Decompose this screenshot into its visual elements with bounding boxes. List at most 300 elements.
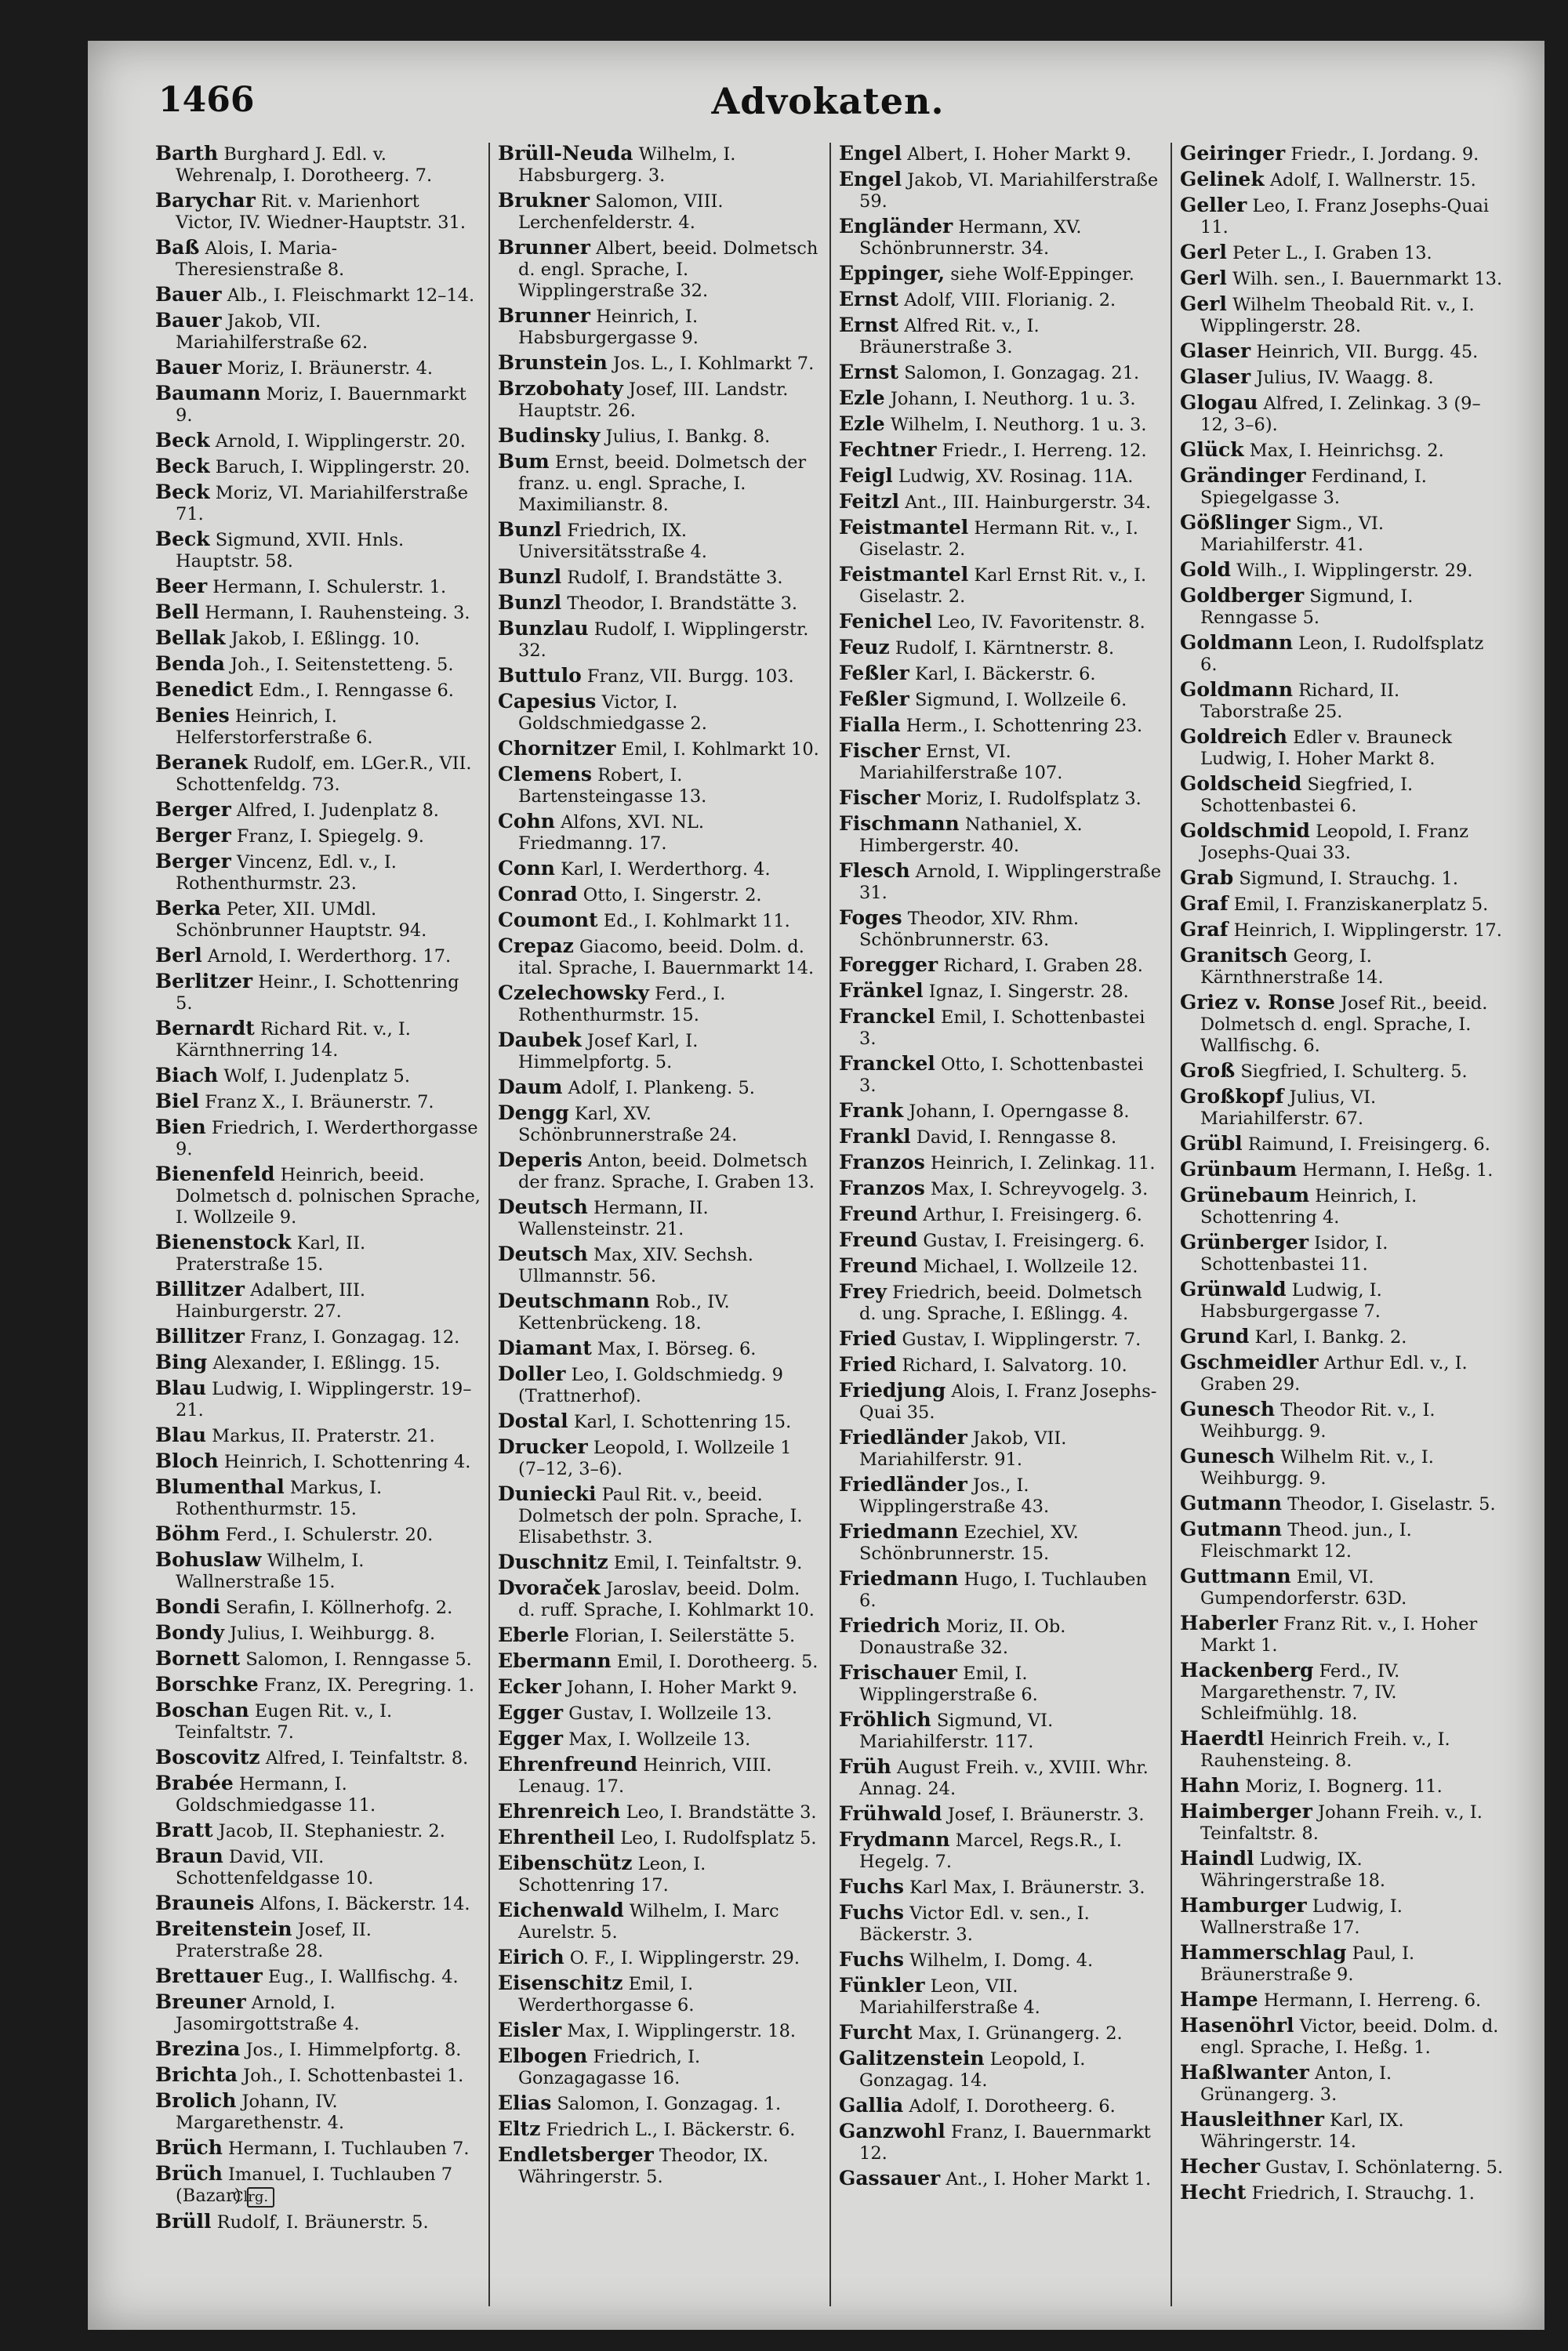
entry-details: Karl, II. Praterstraße 15. <box>176 1233 366 1275</box>
directory-entry <box>839 1829 1163 1873</box>
entry-name: Gunesch <box>1180 1445 1276 1468</box>
directory-entry <box>498 1946 822 1969</box>
entry-name: Hampe <box>1180 1988 1258 2011</box>
entry-details: Ferd., I. Schulerstr. 20. <box>225 1525 434 1545</box>
directory-entry <box>155 851 481 894</box>
entry-name: Granitsch <box>1180 944 1288 967</box>
entry-name: Franzos <box>839 1177 925 1199</box>
directory-entry <box>155 1747 481 1769</box>
entry-details: Johann, IV. Margarethenstr. 4. <box>176 2092 345 2133</box>
entry-name: Barth <box>155 143 219 165</box>
entry-details: Rudolf, I. Kärntnerstr. 8. <box>895 638 1115 658</box>
entry-details: Eugen Rit. v., I. Teinfaltstr. 7. <box>176 1701 393 1743</box>
directory-entry <box>839 787 1163 810</box>
entry-details: Emil, I. Dorotheerg. 5. <box>616 1652 818 1672</box>
directory-entry <box>498 1243 822 1287</box>
entry-name: Bernardt <box>155 1017 255 1039</box>
entry-details: Ludwig, I. Wipplingerstr. 19–21. <box>176 1379 472 1420</box>
entry-details: Adolf, I. Wallnerstr. 15. <box>1269 170 1476 190</box>
entry-name: Gold <box>1180 558 1232 581</box>
entry-details: Julius, I. Weihburgg. 8. <box>230 1624 436 1644</box>
entry-details: Edler v. Brauneck Ludwig, I. Hoher Markt 8. <box>1200 727 1452 769</box>
entry-name: Dostal <box>498 1410 568 1432</box>
directory-entry <box>839 2121 1163 2164</box>
directory-entry <box>155 1377 481 1421</box>
entry-details: Hermann, XV. Schönbrunnerstr. 34. <box>859 217 1082 259</box>
entry-name: Ehrenreich <box>498 1800 621 1823</box>
entry-details: Hermann, I. Heßg. 1. <box>1302 1160 1494 1181</box>
entry-details: Ed., I. Kohlmarkt 11. <box>603 911 790 931</box>
entry-details: Ant., III. Hainburgerstr. 34. <box>905 492 1152 513</box>
entry-details: Heinrich, I. Schottenring 4. <box>223 1452 471 1472</box>
entry-details: Anton, I. Grünangerg. 3. <box>1200 2063 1392 2105</box>
entry-details: Arthur Edl. v., I. Graben 29. <box>1200 1353 1468 1395</box>
entry-name: Cohn <box>498 810 555 833</box>
entry-name: Berlitzer <box>155 970 253 992</box>
directory-entry <box>498 1363 822 1407</box>
directory-entry <box>498 1577 822 1621</box>
directory-entry <box>839 1354 1163 1377</box>
entry-name: Freund <box>839 1228 918 1251</box>
directory-entry <box>839 288 1163 311</box>
directory-entry <box>839 1229 1163 1252</box>
entry-details: Ludwig, I. Wallnerstraße 17. <box>1200 1896 1403 1938</box>
directory-entry <box>1180 559 1504 582</box>
directory-entry <box>1180 1660 1504 1725</box>
directory-entry <box>839 1568 1163 1612</box>
directory-entry <box>155 2163 481 2208</box>
entry-name: Griez v. Ronse <box>1180 991 1335 1014</box>
directory-entry <box>839 1427 1163 1471</box>
entry-name: Haerdtl <box>1180 1727 1265 1750</box>
entry-details: Jakob, VII. Mariahilferstr. 91. <box>859 1428 1067 1470</box>
directory-entry <box>498 738 822 760</box>
entry-details: Peter, XII. UMdl. Schönbrunner Hauptstr. 94. <box>176 899 427 941</box>
directory-entry <box>155 1648 481 1671</box>
directory-entry <box>839 413 1163 436</box>
directory-entry <box>498 1102 822 1146</box>
entry-name: Bum <box>498 450 550 473</box>
entry-details: Albert, beeid. Dolmetsch d. engl. Sprache, I. Wipplingerstraße 32. <box>518 238 818 301</box>
directory-entry <box>839 1126 1163 1148</box>
entry-name: Bohuslaw <box>155 1548 262 1571</box>
directory-entry <box>498 1624 822 1647</box>
entry-name: Franckel <box>839 1005 935 1028</box>
entry-name: Bell <box>155 600 200 623</box>
entry-name: Fialla <box>839 713 901 736</box>
entry-name: Fried <box>839 1327 897 1350</box>
entry-name: Brüll <box>155 2210 212 2233</box>
entry-details: Franz, VII. Burgg. 103. <box>586 666 794 687</box>
entry-details: Gustav, I. Schönlaterng. 5. <box>1265 2157 1504 2178</box>
directory-entry <box>1180 143 1504 165</box>
directory-entry <box>1180 585 1504 629</box>
directory-entry <box>1180 1801 1504 1845</box>
column-4 <box>1171 143 1512 2306</box>
entry-name: Brzobohaty <box>498 377 623 400</box>
directory-entry <box>839 143 1163 165</box>
directory-entry <box>155 237 481 281</box>
entry-name: Ganzwohl <box>839 2120 946 2142</box>
entry-name: Ernst <box>839 361 899 383</box>
entry-details: Alfred Rit. v., I. Bräunerstraße 3. <box>859 316 1040 357</box>
entry-name: Elias <box>498 2092 552 2114</box>
entry-name: Chornitzer <box>498 737 616 760</box>
directory-entry <box>839 714 1163 737</box>
directory-entry <box>1180 293 1504 337</box>
entry-details: Theodor, IX. Währingerstr. 5. <box>518 2146 768 2187</box>
directory-entry <box>1180 1326 1504 1348</box>
entry-name: Hackenberg <box>1180 1659 1314 1682</box>
directory-entry <box>498 143 822 187</box>
entry-name: Eichenwald <box>498 1899 624 1921</box>
entry-name: Fuchs <box>839 1901 904 1924</box>
entry-details: Heinrich, VIII. Lenaug. 17. <box>518 1755 772 1797</box>
entry-details: Ferdinand, I. Spiegelgasse 3. <box>1200 466 1427 508</box>
directory-entry <box>498 1702 822 1725</box>
directory-entry <box>155 627 481 650</box>
directory-entry <box>155 1918 481 1962</box>
entry-details: Karl, XV. Schönbrunnerstraße 24. <box>518 1104 738 1145</box>
entry-details: Alois, I. Franz Josephs-Quai 35. <box>859 1381 1157 1423</box>
entry-details: Ignaz, I. Singerstr. 28. <box>928 981 1129 1002</box>
directory-entry <box>155 1965 481 1988</box>
directory-entry <box>1180 1518 1504 1562</box>
entry-details: siehe Wolf-Eppinger. <box>950 264 1134 285</box>
entry-details: Jos., I. Wipplingerstraße 43. <box>859 1475 1050 1517</box>
entry-details: Heinrich, I. Helferstorferstraße 6. <box>176 706 373 748</box>
entry-details: Sigmund, VI. Mariahilferstr. 117. <box>859 1711 1054 1752</box>
entry-details: Moriz, I. Rudolfsplatz 3. <box>925 789 1142 809</box>
entry-details: Paul Rit. v., beeid. Dolmetsch der poln. Sprache, I. Elisabethstr. 3. <box>518 1485 803 1547</box>
directory-entry <box>839 361 1163 384</box>
entry-name: Fried <box>839 1353 897 1376</box>
directory-entry <box>498 982 822 1026</box>
entry-details: Jaroslav, beeid. Dolm. d. ruff. Sprache, I. Kohlmarkt 10. <box>518 1579 815 1620</box>
directory-entry <box>155 1476 481 1520</box>
entry-details: Leo, I. Franz Josephs-Quai 11. <box>1200 196 1490 238</box>
directory-entry <box>498 237 822 302</box>
entry-name: Frühwald <box>839 1802 942 1825</box>
entry-details: Victor Edl. v. sen., I. Bäckerstr. 3. <box>859 1903 1090 1945</box>
entry-name: Endletsberger <box>498 2143 654 2166</box>
entry-name: Frischauer <box>839 1661 957 1684</box>
entry-name: Engel <box>839 143 902 165</box>
entry-name: Bondi <box>155 1595 220 1618</box>
directory-entry <box>155 1163 481 1228</box>
entry-details: Burghard J. Edl. v. Wehrenalp, I. Dorotheerg. 7. <box>176 144 433 186</box>
directory-entry <box>1180 1728 1504 1772</box>
entry-details: Alfred, I. Teinfaltstr. 8. <box>265 1748 469 1769</box>
entry-name: Frank <box>839 1099 904 1122</box>
entry-name: Breuner <box>155 1990 246 2013</box>
entry-details: Leon, I. Schottenring 17. <box>518 1854 706 1896</box>
entry-name: Grab <box>1180 866 1234 889</box>
entry-details: Herm., I. Schottenring 23. <box>906 716 1143 736</box>
entry-details: Alexander, I. Eßlingg. 15. <box>212 1353 441 1373</box>
directory-entry <box>839 517 1163 561</box>
columns <box>147 143 1512 2306</box>
directory-entry <box>839 1053 1163 1097</box>
entry-details: Josef, I. Bräunerstr. 3. <box>947 1805 1145 1825</box>
entry-details: Heinr., I. Schottenring 5. <box>176 972 459 1014</box>
directory-entry <box>1180 1232 1504 1275</box>
entry-name: Duniecki <box>498 1482 597 1505</box>
directory-entry <box>839 2022 1163 2044</box>
directory-entry <box>498 1972 822 2016</box>
entry-name: Feuz <box>839 636 890 658</box>
directory-entry <box>155 2137 481 2160</box>
entry-details: Max, I. Grünangerg. 2. <box>917 2023 1123 2044</box>
entry-details: Moriz, I. Bräunerstr. 4. <box>227 358 434 379</box>
entry-details: Karl, I. Schottenring 15. <box>573 1412 792 1432</box>
entry-name: Friedländer <box>839 1473 967 1496</box>
entry-name: Bunzlau <box>498 617 589 640</box>
entry-name: Deperis <box>498 1148 583 1171</box>
entry-name: Haindl <box>1180 1847 1254 1870</box>
directory-entry <box>839 1902 1163 1946</box>
entry-name: Berger <box>155 850 231 873</box>
directory-entry <box>1180 820 1504 864</box>
directory-entry <box>498 1551 822 1574</box>
entry-details: Ludwig, XV. Rosinag. 11A. <box>898 466 1134 487</box>
entry-name: Brüll-Neuda <box>498 143 633 165</box>
directory-entry <box>839 1949 1163 1972</box>
entry-name: Feistmantel <box>839 563 969 586</box>
directory-entry <box>839 465 1163 488</box>
entry-details: Serafin, I. Köllnerhofg. 2. <box>226 1598 453 1618</box>
entry-details: Leon, I. Rudolfsplatz 6. <box>1200 633 1484 675</box>
entry-name: Billitzer <box>155 1278 245 1301</box>
entry-details: Wilhelm Theobald Rit. v., I. Wipplingerstr. 28. <box>1200 295 1475 336</box>
directory-entry <box>839 1177 1163 1200</box>
directory-entry <box>498 2118 822 2141</box>
entry-details: Arthur, I. Freisingerg. 6. <box>923 1205 1142 1225</box>
entry-details: Gustav, I. Wollzeile 13. <box>568 1703 772 1724</box>
directory-entry <box>1180 1279 1504 1322</box>
directory-entry <box>155 2090 481 2134</box>
entry-name: Buttulo <box>498 664 582 687</box>
directory-entry <box>498 1196 822 1240</box>
directory-entry <box>155 1450 481 1473</box>
entry-details: Peter L., I. Graben 13. <box>1232 243 1432 263</box>
entry-name: Conn <box>498 857 555 880</box>
entry-details: Wilhelm Rit. v., I. Weihburgg. 9. <box>1200 1447 1434 1489</box>
directory-entry <box>155 1845 481 1889</box>
directory-entry <box>498 1852 822 1896</box>
directory-entry <box>1180 194 1504 238</box>
directory-entry <box>498 764 822 807</box>
entry-details: Richard, I. Graben 28. <box>943 956 1143 976</box>
entry-name: Haberler <box>1180 1612 1278 1634</box>
entry-name: Duschnitz <box>498 1551 608 1573</box>
entry-name: Franckel <box>839 1052 935 1075</box>
entry-name: Eisler <box>498 2019 562 2041</box>
entry-details: Emil, I. Werderthorgasse 6. <box>518 1974 695 2015</box>
entry-name: Ernst <box>839 314 899 336</box>
directory-entry <box>839 564 1163 608</box>
directory-entry <box>1180 1613 1504 1656</box>
directory-entry <box>1180 512 1504 556</box>
directory-entry <box>498 1650 822 1673</box>
directory-entry <box>498 566 822 589</box>
entry-details: Hermann Rit. v., I. Giselastr. 2. <box>859 518 1138 560</box>
entry-details: Heinrich, I. Habsburgergasse 9. <box>518 307 699 348</box>
entry-details: Joh., I. Seitenstetteng. 5. <box>230 655 454 675</box>
entry-details: Emil, I. Teinfaltstr. 9. <box>613 1553 803 1573</box>
entry-name: Doller <box>498 1362 566 1385</box>
entry-name: Grändinger <box>1180 464 1306 487</box>
entry-name: Biel <box>155 1090 200 1112</box>
entry-name: Friedmann <box>839 1567 959 1590</box>
entry-details: Otto, I. Schottenbastei 3. <box>859 1054 1144 1096</box>
entry-name: Bauer <box>155 356 222 379</box>
directory-entry <box>498 1676 822 1699</box>
directory-entry <box>498 305 822 349</box>
entry-details: O. F., I. Wipplingerstr. 29. <box>569 1948 800 1968</box>
entry-name: Feistmantel <box>839 516 969 539</box>
entry-details: Josef, II. Praterstraße 28. <box>176 1920 372 1961</box>
entry-name: Fröhlich <box>839 1708 931 1731</box>
entry-name: Haimberger <box>1180 1800 1312 1823</box>
directory-entry <box>1180 439 1504 462</box>
directory-entry <box>155 383 481 426</box>
directory-entry <box>839 1709 1163 1753</box>
entry-name: Deutsch <box>498 1243 588 1265</box>
entry-name: Berger <box>155 824 231 847</box>
entry-details: Hermann, I. Schulerstr. 1. <box>212 577 447 597</box>
directory-entry <box>1180 992 1504 1057</box>
entry-details: Sigm., VI. Mariahilferstr. 41. <box>1200 513 1384 555</box>
entry-details: Hermann, I. Herreng. 6. <box>1263 1990 1482 2011</box>
entry-details: Heinrich, beeid. Dolmetsch d. polnischen Sprache, I. Wollzeile 9. <box>176 1165 481 1228</box>
entry-details: Rudolf, I. Bräunerstr. 5. <box>216 2212 429 2233</box>
entry-details: Leo, I. Goldschmiedg. 9 (Trattnerhof). <box>518 1365 783 1406</box>
entry-name: Bloch <box>155 1449 219 1472</box>
entry-details: Alois, I. Maria-Theresienstraße 8. <box>176 238 345 280</box>
entry-details: Josef Rit., beeid. Dolmetsch d. engl. Sprache, I. Wallfischg. 6. <box>1200 993 1488 1056</box>
directory-entry <box>839 1521 1163 1565</box>
entry-name: Ernst <box>839 288 899 310</box>
entry-name: Goldscheid <box>1180 772 1302 795</box>
directory-entry <box>1180 392 1504 436</box>
entry-details: Ant., I. Hoher Markt 1. <box>946 2169 1152 2190</box>
directory-entry <box>1180 2109 1504 2153</box>
entry-name: Gutmann <box>1180 1492 1283 1515</box>
entry-name: Baumann <box>155 382 261 405</box>
entry-details: Friedrich, beeid. Dolmetsch d. ung. Sprache, I. Eßlingg. 4. <box>859 1283 1142 1324</box>
entry-name: Goldreich <box>1180 725 1287 748</box>
entry-name: Ezle <box>839 386 885 409</box>
entry-details: Theodor, I. Giselastr. 5. <box>1287 1494 1496 1515</box>
entry-name: Deutsch <box>498 1195 588 1218</box>
entry-details: August Freih. v., XVIII. Whr. Annag. 24. <box>859 1758 1149 1799</box>
directory-entry <box>1180 893 1504 916</box>
directory-entry <box>498 190 822 234</box>
entry-details: Giacomo, beeid. Dolm. d. ital. Sprache, I. Bauernmarkt 14. <box>518 937 815 978</box>
entry-details: Salomon, VIII. Lerchenfelderstr. 4. <box>518 191 724 233</box>
entry-name: Friedmann <box>839 1520 959 1543</box>
directory-entry <box>1180 945 1504 989</box>
entry-details: Siegfried, I. Schottenbastei 6. <box>1200 775 1414 816</box>
entry-name: Frey <box>839 1280 887 1303</box>
directory-entry <box>155 1819 481 1842</box>
entry-details: Jacob, II. Stephaniestr. 2. <box>218 1821 445 1841</box>
directory-entry <box>1180 632 1504 676</box>
page-header <box>158 80 1497 135</box>
entry-name: Hammerschlag <box>1180 1941 1347 1964</box>
entry-details: Salomon, I. Renngasse 5. <box>245 1649 472 1670</box>
entry-name: Ebermann <box>498 1649 612 1672</box>
entry-details: Marcel, Regs.R., I. Hegelg. 7. <box>859 1830 1123 1872</box>
entry-details: Moriz, VI. Mariahilferstraße 71. <box>176 483 469 524</box>
entry-details: Emil, VI. Gumpendorferstr. 63D. <box>1200 1567 1407 1609</box>
directory-entry <box>839 860 1163 904</box>
directory-entry <box>155 971 481 1014</box>
entry-name: Beer <box>155 575 208 597</box>
directory-entry <box>498 1436 822 1480</box>
entry-details: Rudolf, I. Wipplingerstr. 32. <box>518 619 809 661</box>
entry-name: Capesius <box>498 690 597 713</box>
entry-details: Leopold, I. Gonzagag. 14. <box>859 2049 1086 2091</box>
entry-details: Leo, I. Brandstätte 3. <box>626 1802 817 1823</box>
directory-entry <box>1180 1399 1504 1442</box>
entry-name: Eppinger, <box>839 262 946 285</box>
entry-details: Karl Max, I. Bräunerstr. 3. <box>909 1878 1145 1898</box>
entry-name: Bauer <box>155 283 222 306</box>
entry-details: Joh., I. Schottenbastei 1. <box>243 2066 464 2086</box>
entry-details: Alfons, I. Bäckerstr. 14. <box>260 1894 470 1914</box>
entry-details: Gustav, I. Wipplingerstr. 7. <box>902 1330 1142 1350</box>
directory-entry <box>498 451 822 516</box>
entry-name: Goldmann <box>1180 678 1294 701</box>
entry-name: Gerl <box>1180 267 1227 289</box>
directory-entry <box>155 825 481 847</box>
entry-details: Richard, I. Salvatorg. 10. <box>902 1355 1127 1376</box>
entry-details: Sigmund, I. Renngasse 5. <box>1200 586 1414 628</box>
directory-entry <box>155 1772 481 1816</box>
entry-name: Bunzl <box>498 565 562 588</box>
entry-details: Emil, I. Schottenbastei 3. <box>859 1007 1145 1049</box>
entry-name: Beranek <box>155 751 248 774</box>
directory-entry <box>1180 2015 1504 2059</box>
entry-details: Jakob, VI. Mariahilferstraße 59. <box>859 170 1159 212</box>
directory-entry <box>1180 1942 1504 1986</box>
entry-details: Leon, VII. Mariahilferstraße 4. <box>859 1976 1040 2018</box>
directory-entry <box>1180 867 1504 890</box>
directory-entry <box>839 954 1163 977</box>
entry-details: Hermann, I. Goldschmiedgasse 11. <box>176 1774 376 1816</box>
page-number: 1466 <box>158 80 255 120</box>
entry-name: Goldschmid <box>1180 819 1310 842</box>
directory-entry <box>155 1700 481 1743</box>
entry-details: Raimund, I. Freisingerg. 6. <box>1247 1134 1490 1155</box>
directory-entry <box>839 2095 1163 2117</box>
entry-details: Moriz, I. Bauernmarkt 9. <box>176 384 466 426</box>
entry-name: Hamburger <box>1180 1894 1307 1917</box>
entry-details: Heinrich, VII. Burgg. 45. <box>1256 342 1479 362</box>
directory-entry <box>155 1326 481 1348</box>
entry-details: Franz, I. Gonzagag. 12. <box>250 1327 460 1348</box>
entry-name: Gallia <box>839 2094 904 2117</box>
entry-details: Robert, I. Bartensteingasse 13. <box>518 765 707 807</box>
directory-entry <box>155 898 481 941</box>
entry-name: Boscovitz <box>155 1746 260 1769</box>
entry-name: Czelechowsky <box>498 981 649 1004</box>
running-head: Advokaten. <box>711 80 945 122</box>
entry-details: Theodor, XIV. Rhm. Schönbrunnerstr. 63. <box>859 909 1080 950</box>
entry-name: Bornett <box>155 1647 241 1670</box>
